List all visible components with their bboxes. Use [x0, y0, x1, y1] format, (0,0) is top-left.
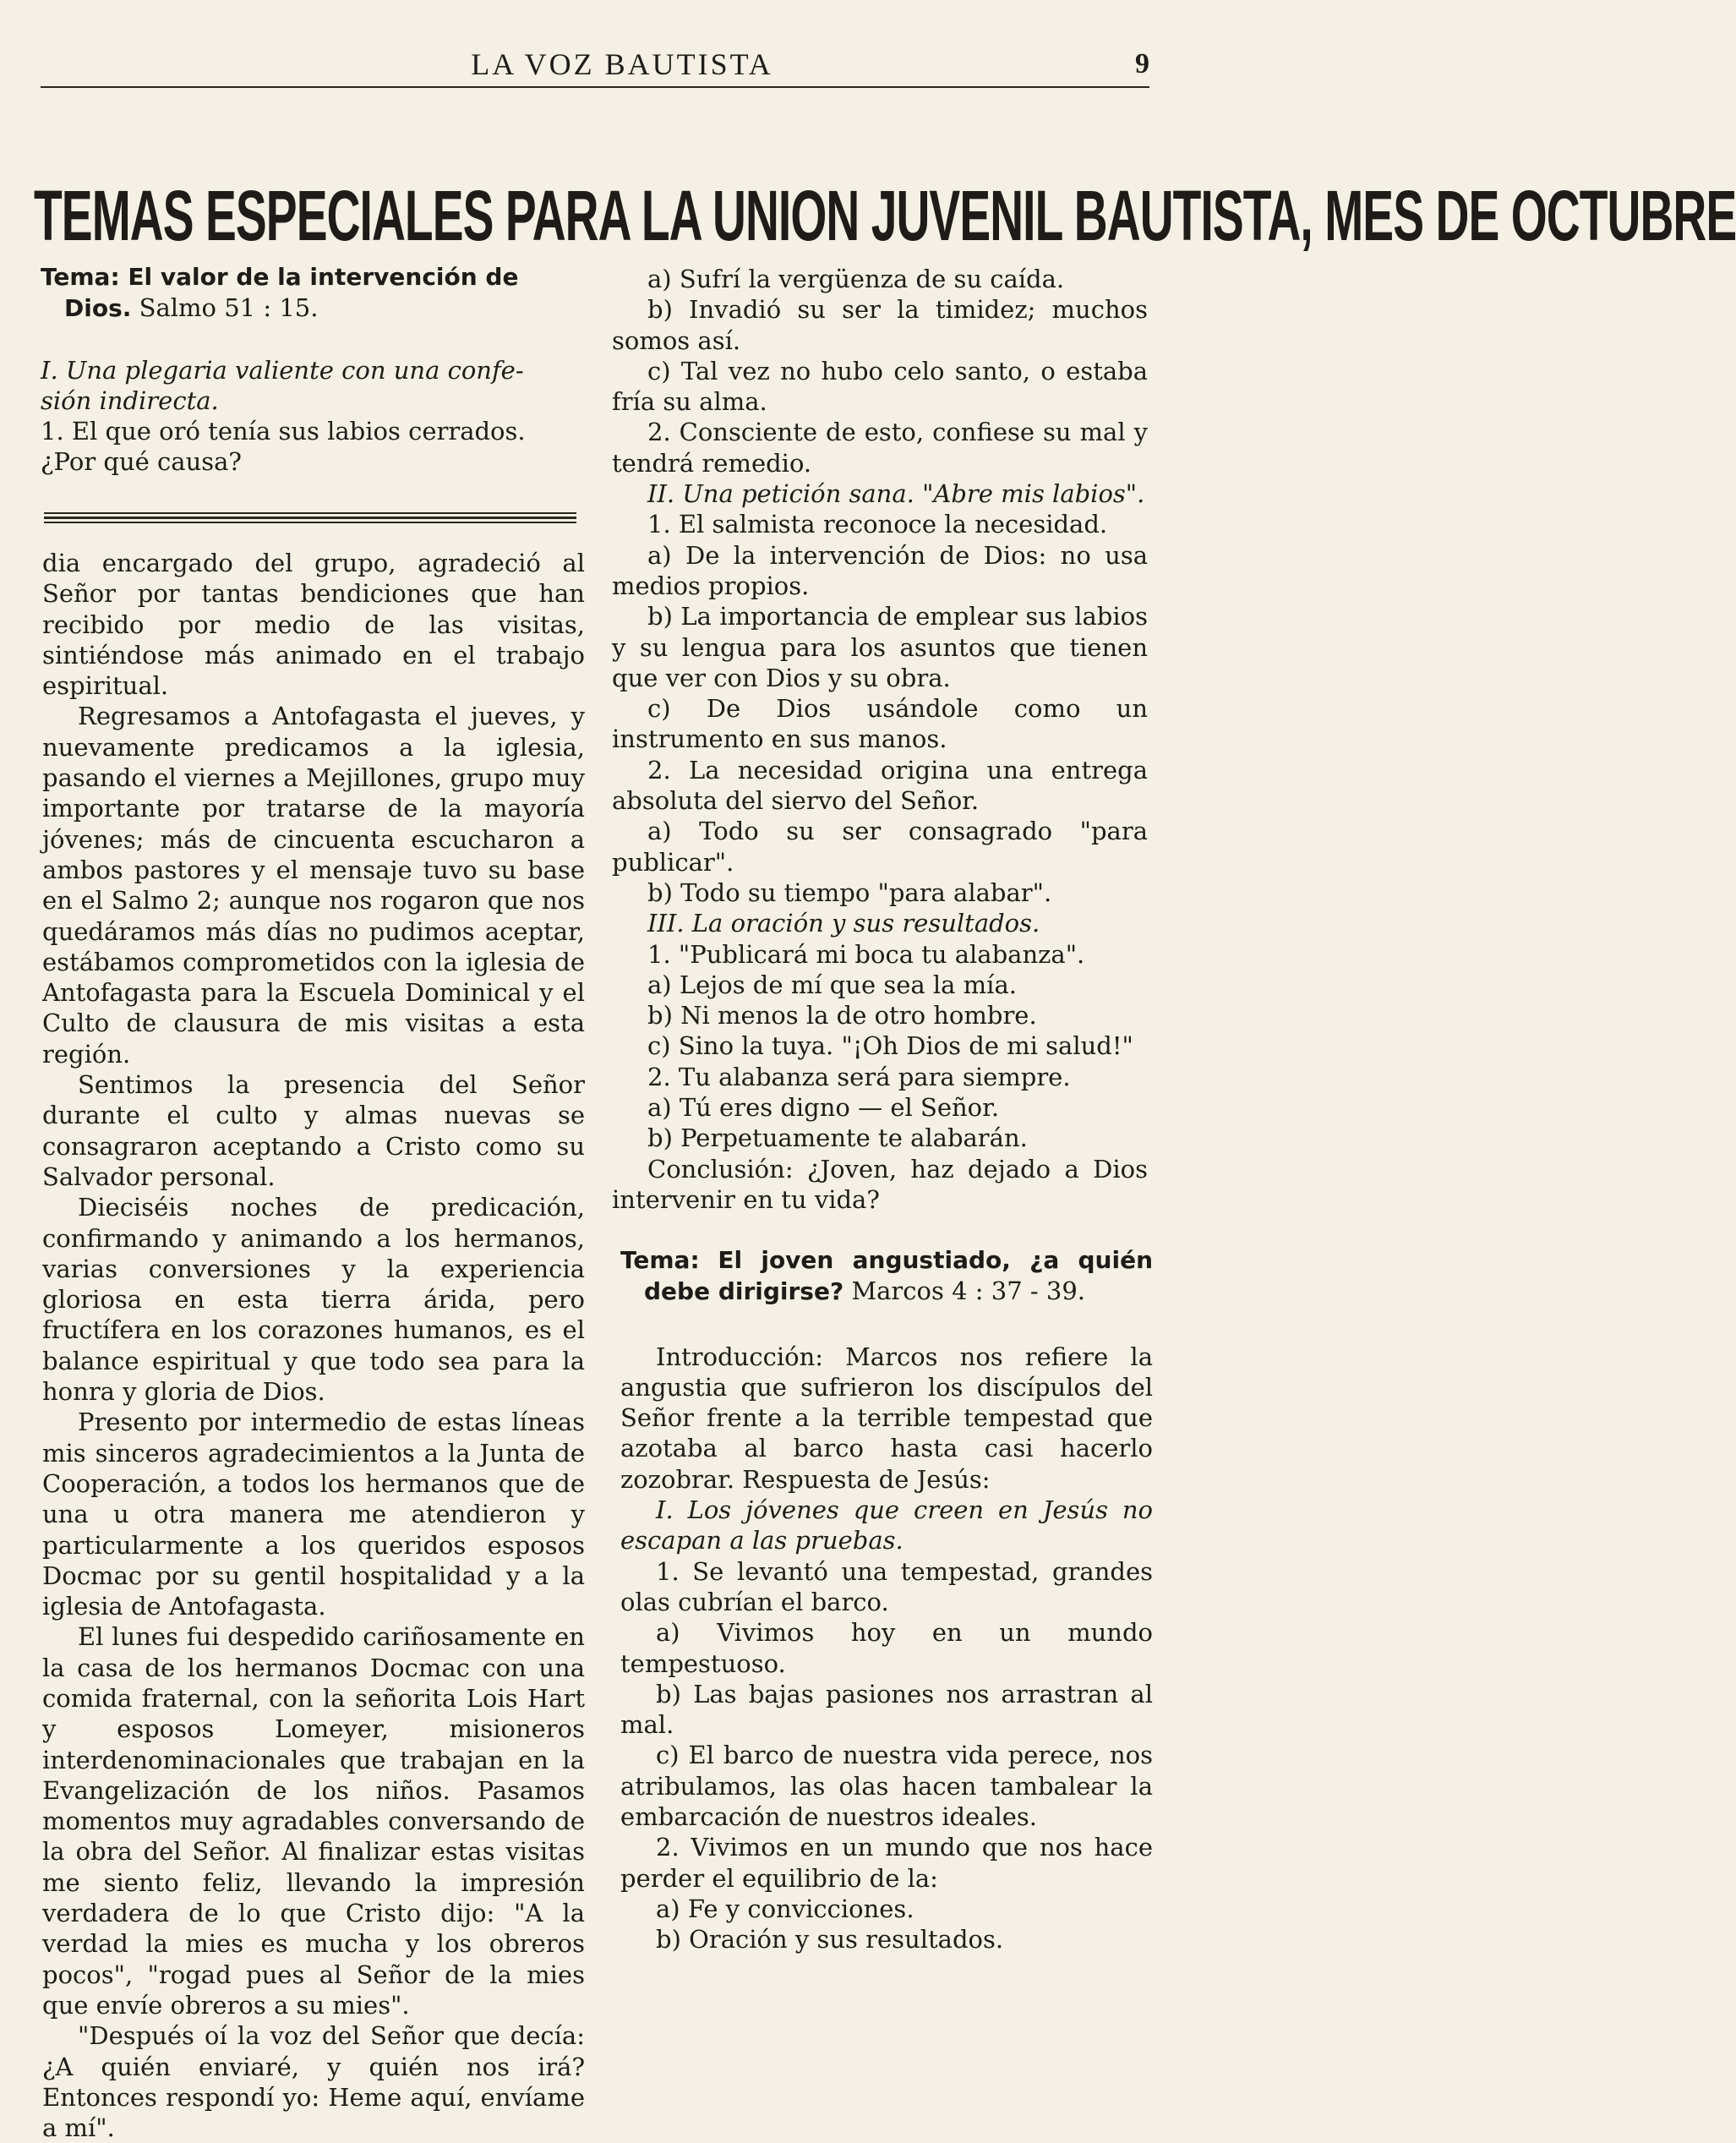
tema-2-label: Tema:: [620, 1246, 700, 1274]
outline-line: a) De la intervención de Dios: no usa medios propios.: [612, 540, 1148, 600]
page-headline: TEMAS ESPECIALES PARA LA UNION JUVENIL BAUTISTA, MES DE OCTUBRE: [34, 176, 1736, 256]
outline-line: b) Invadió su ser la timidez; muchos somos así.: [612, 295, 1148, 355]
header-rule: [41, 86, 1149, 88]
tema-2-intro: Introducción: Marcos nos refiere la angustia que sufrieron los discípulos del Señor frente a la terrible tempestad que azotaba al barco hasta casi hacerlo zozobrar. Respuesta de Jesús:: [620, 1342, 1153, 1494]
tema-1-ref: Salmo 51 : 15.: [139, 293, 319, 323]
outline-line: Conclusión: ¿Joven, haz dejado a Dios intervenir en tu vida?: [612, 1154, 1148, 1214]
outline-line: a) Tú eres digno — el Señor.: [647, 1093, 1000, 1123]
outline-line: 1. El salmista reconoce la necesidad.: [647, 510, 1108, 539]
tema-2-line: 2. Vivimos en un mundo que nos hace perder el equilibrio de la:: [620, 1833, 1153, 1893]
outline-line: 2. La necesidad origina una entrega absoluta del siervo del Señor.: [612, 755, 1148, 816]
outline-line: 1. "Publicará mi boca tu alabanza".: [647, 939, 1085, 969]
tema-2-line: a) Vivimos hoy en un mundo tempestuoso.: [620, 1618, 1153, 1678]
tema-1-heading-2: [41, 292, 581, 324]
outline-line: b) La importancia de emplear sus labios y su lengua para los asuntos que tienen que ver con Dios y su obra.: [612, 602, 1148, 692]
tema-1-section: [41, 262, 581, 478]
tema-1-title-a: El valor de la intervención de: [128, 263, 519, 291]
outline-line: b) Todo su tiempo "para alabar".: [647, 877, 1052, 907]
tema-1-heading: [41, 262, 581, 292]
article-paragraph: Dieciséis noches de predicación, confirmando y animando a los hermanos, varias conversiones y la experiencia gloriosa en esta tierra árida, pero fructífera en los corazones humanos, es el balance espiritual y que todo sea para la honra y gloria de Dios.: [42, 1193, 585, 1407]
outline-line: III. La oración y sus resultados.: [647, 909, 1040, 938]
tema-2-line: c) El barco de nuestra vida perece, nos atribulamos, las olas hacen tambalear la embarcación de nuestros ideales.: [620, 1741, 1153, 1832]
outline-line: II. Una petición sana. "Abre mis labios".: [647, 479, 1145, 509]
tema-2-heading: [620, 1244, 1153, 1308]
outline-line: b) Perpetuamente te alabarán.: [647, 1123, 1028, 1153]
outline-line: a) Sufrí la vergüenza de su caída.: [647, 265, 1065, 293]
tema-1-label: Tema:: [41, 263, 120, 291]
article-paragraph: "Después oí la voz del Señor que decía: ¿A quién enviaré, y quién nos irá? Entonces respondí yo: Heme aquí, envíame a mí".: [42, 2021, 585, 2143]
tema-2-ref: Marcos 4 : 37 - 39.: [851, 1277, 1085, 1306]
section-divider: [44, 512, 576, 524]
tema-2-section: [620, 1244, 1153, 1955]
article-paragraph: Sentimos la presencia del Señor durante el culto y almas nuevas se consagraron aceptando a Cristo como su Salvador personal.: [42, 1070, 585, 1191]
running-header: [0, 46, 1244, 89]
left-article: [42, 548, 585, 2143]
outline-line: c) De Dios usándole como un instrumento en sus manos.: [612, 694, 1148, 754]
outline-line: 2. Tu alabanza será para siempre.: [647, 1062, 1071, 1091]
tema-2-line: I. Los jóvenes que creen en Jesús no escapan a las pruebas.: [620, 1495, 1153, 1555]
outline-line: c) Sino la tuya. "¡Oh Dios de mi salud!": [647, 1031, 1133, 1061]
tema-1-title-b: Dios.: [64, 294, 132, 323]
tema-1-line: sión indirecta.: [41, 385, 219, 415]
tema-2-line: b) Las bajas pasiones nos arrastran al mal.: [620, 1679, 1153, 1740]
outline-line: a) Todo su ser consagrado "para publicar".: [612, 817, 1148, 877]
magazine-title: LA VOZ BAUTISTA: [471, 47, 773, 81]
article-paragraph: dia encargado del grupo, agradeció al Señor por tantas bendiciones que han recibido por medio de las visitas, sintiéndose más animado en el trabajo espiritual.: [42, 549, 585, 701]
page-number: 9: [1135, 48, 1149, 79]
tema-2-line: b) Oración y sus resultados.: [656, 1925, 1004, 1954]
tema-2-line: 1. Se levantó una tempestad, grandes olas cubrían el barco.: [620, 1556, 1153, 1616]
tema-1-line: 1. El que oró tenía sus labios cerrados.: [41, 417, 526, 446]
tema-1-continuation: [612, 264, 1148, 1215]
article-paragraph: Presento por intermedio de estas líneas mis sinceros agradecimientos a la Junta de Cooperación, a todos los hermanos que de una u otra manera me atendieron y particularmente a los queridos esposos Docmac por su gentil hospitalidad y a la iglesia de Antofagasta.: [42, 1408, 585, 1621]
article-paragraph: El lunes fui despedido cariñosamente en la casa de los hermanos Docmac con una comida fraternal, con la señorita Lois Hart y esposos Lomeyer, misioneros interdenominacionales que trabajan en la Evangelización de los niños. Pasamos momentos muy agradables conversando de la obra del Señor. Al finalizar estas visitas me siento feliz, llevando la impresión verdadera de lo que Cristo dijo: "A la verdad la mies es mucha y los obreros pocos", "rogad pues al Señor de la mies que envíe obreros a su mies".: [42, 1622, 585, 2020]
outline-line: b) Ni menos la de otro hombre.: [647, 1001, 1037, 1030]
tema-1-line: I. Una plegaria valiente con una confe-: [41, 355, 524, 385]
outline-line: c) Tal vez no hubo celo santo, o estaba fría su alma.: [612, 356, 1148, 417]
tema-2-line: a) Fe y convicciones.: [656, 1894, 914, 1923]
outline-line: 2. Consciente de esto, confiese su mal y tendrá remedio.: [612, 418, 1148, 478]
article-paragraph: Regresamos a Antofagasta el jueves, y nuevamente predicamos a la iglesia, pasando el viernes a Mejillones, grupo muy importante por tratarse de la mayoría jóvenes; más de cincuenta escucharon a ambos pastores y el mensaje tuvo su base en el Salmo 2; aunque nos rogaron que nos quedáramos más días no pudimos aceptar, estábamos comprometidos con la iglesia de Antofagasta para la Escuela Dominical y el Culto de clausura de mis visitas a esta región.: [42, 702, 585, 1069]
outline-line: a) Lejos de mí que sea la mía.: [647, 970, 1017, 999]
tema-1-line: ¿Por qué causa?: [41, 447, 242, 477]
tema-2-title: El joven angustiado, ¿a quién debe dirigirse?: [644, 1246, 1154, 1306]
